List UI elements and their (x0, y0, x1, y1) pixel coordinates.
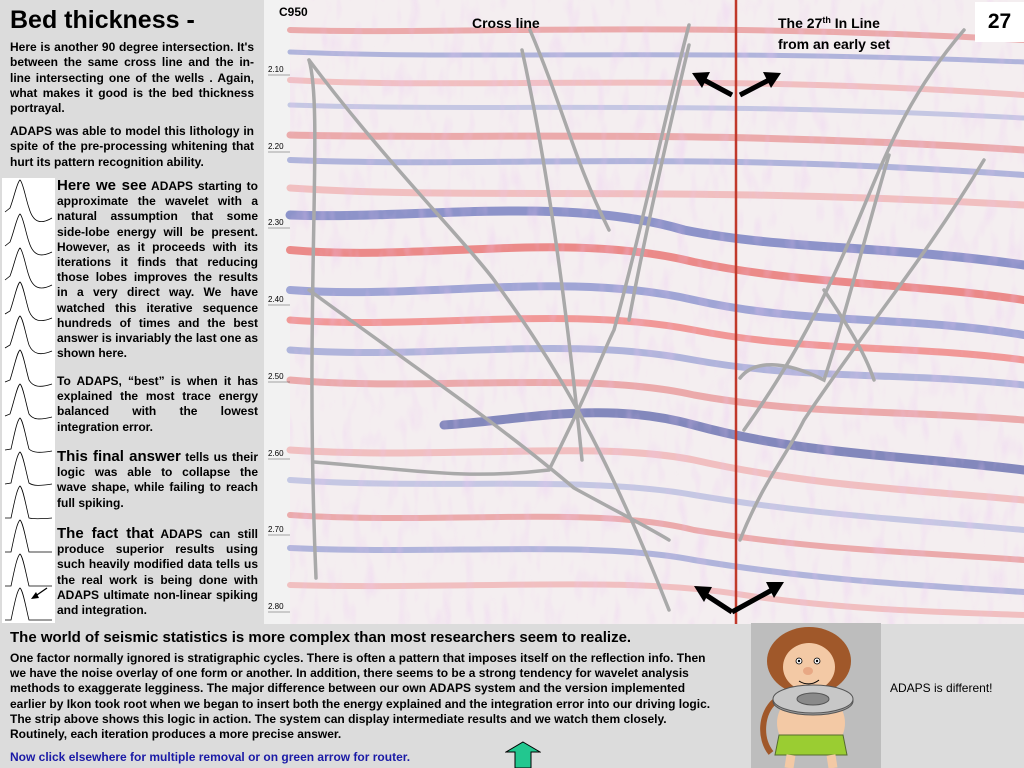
wavelet-8 (5, 418, 52, 452)
svg-text:2.50: 2.50 (268, 372, 284, 381)
wavelet-3 (5, 248, 52, 288)
wavelet-5 (5, 316, 52, 354)
wavelet-7 (5, 384, 52, 419)
seismic-section (264, 0, 1024, 624)
seismic-grain (290, 0, 1024, 624)
inline-label-line2: from an early set (778, 36, 891, 52)
caveman-mascot (751, 623, 881, 768)
page-title: Bed thickness - (10, 6, 195, 34)
wavelet-10 (5, 486, 52, 519)
stone-wheel-icon (773, 685, 853, 715)
svg-text:2.60: 2.60 (268, 449, 284, 458)
footer-headline: The world of seismic statistics is more complex than most researchers seem to realize. (10, 629, 632, 646)
wavelet-2 (5, 214, 52, 255)
wavelet-12 (5, 554, 52, 586)
svg-text:2.30: 2.30 (268, 218, 284, 227)
wavelet-13 (5, 588, 52, 620)
caveman-skirt (775, 735, 847, 755)
footer-body: One factor normally ignored is stratigraphic cycles. There is often a pattern that imposes itself on the reflection info. Then we have the noise overlay of one form or another. In addition, there seems to be a strong tendency for wavelet analysis methods to exaggerate legginess. The major difference between our own ADAPS system and the version implemented earlier by Ikon took root when we began to insert both the energy explained and the integration error into our driving logic. The strip above shows this logic in action. The system can display intermediate results and we watch them closely. Routinely, each iteration produces a more precise answer. (10, 651, 711, 742)
slide-number: 27 (975, 2, 1024, 42)
wavelet-9 (5, 452, 52, 485)
wavelet-6 (5, 350, 52, 386)
svg-text:2.80: 2.80 (268, 602, 284, 611)
wavelet-11 (5, 520, 52, 552)
svg-text:2.10: 2.10 (268, 65, 284, 74)
svg-text:2.20: 2.20 (268, 142, 284, 151)
cross-line-label: Cross line (472, 15, 540, 31)
best-definition: To ADAPS, “best” is when it has explained the most trace energy balanced with the lowest integration error. (57, 374, 258, 434)
intro-paragraph-2: ADAPS was able to model this lithology in spite of the pre-processing whitening that hurt its pattern recognition ability. (10, 124, 254, 169)
green-arrow-icon[interactable] (505, 740, 541, 768)
wavelet-1 (5, 180, 52, 222)
superior-results-note: The fact that ADAPS can still produce superior results using such heavily modified data tells us the real work is being done with ADAPS ultimate non-linear spiking and integration. (57, 525, 258, 618)
final-answer-note: This final answer tells us their logic was able to collapse the wave shape, while failing to reach full spiking. (57, 448, 258, 510)
wavelet-iteration-strip (2, 178, 55, 623)
svg-text:2.40: 2.40 (268, 295, 284, 304)
wavelet-explanation: Here we see ADAPS starting to approximate the wavelet with a natural assumption that some side-lobe energy will be present. However, as it proceeds with its iterations it finds that reducing those lobes improves the results in a very direct way. We have watched this iterative sequence hundreds of times and the best answer is invariably the last one as shown here. (57, 177, 258, 361)
inline-label: The 27th In Line (778, 15, 880, 31)
adaps-tagline: ADAPS is different! (890, 681, 993, 695)
svg-text:2.70: 2.70 (268, 525, 284, 534)
pointer-arrow-icon (31, 588, 47, 599)
intro-paragraph-1: Here is another 90 degree intersection. It's between the same cross line and the in-line intersecting one of the wells . Again, what makes it good is the bed thickness portrayal. (10, 40, 254, 116)
router-link[interactable]: Now click elsewhere for multiple removal or on green arrow for router. (10, 750, 411, 764)
section-label: C950 (279, 5, 308, 19)
